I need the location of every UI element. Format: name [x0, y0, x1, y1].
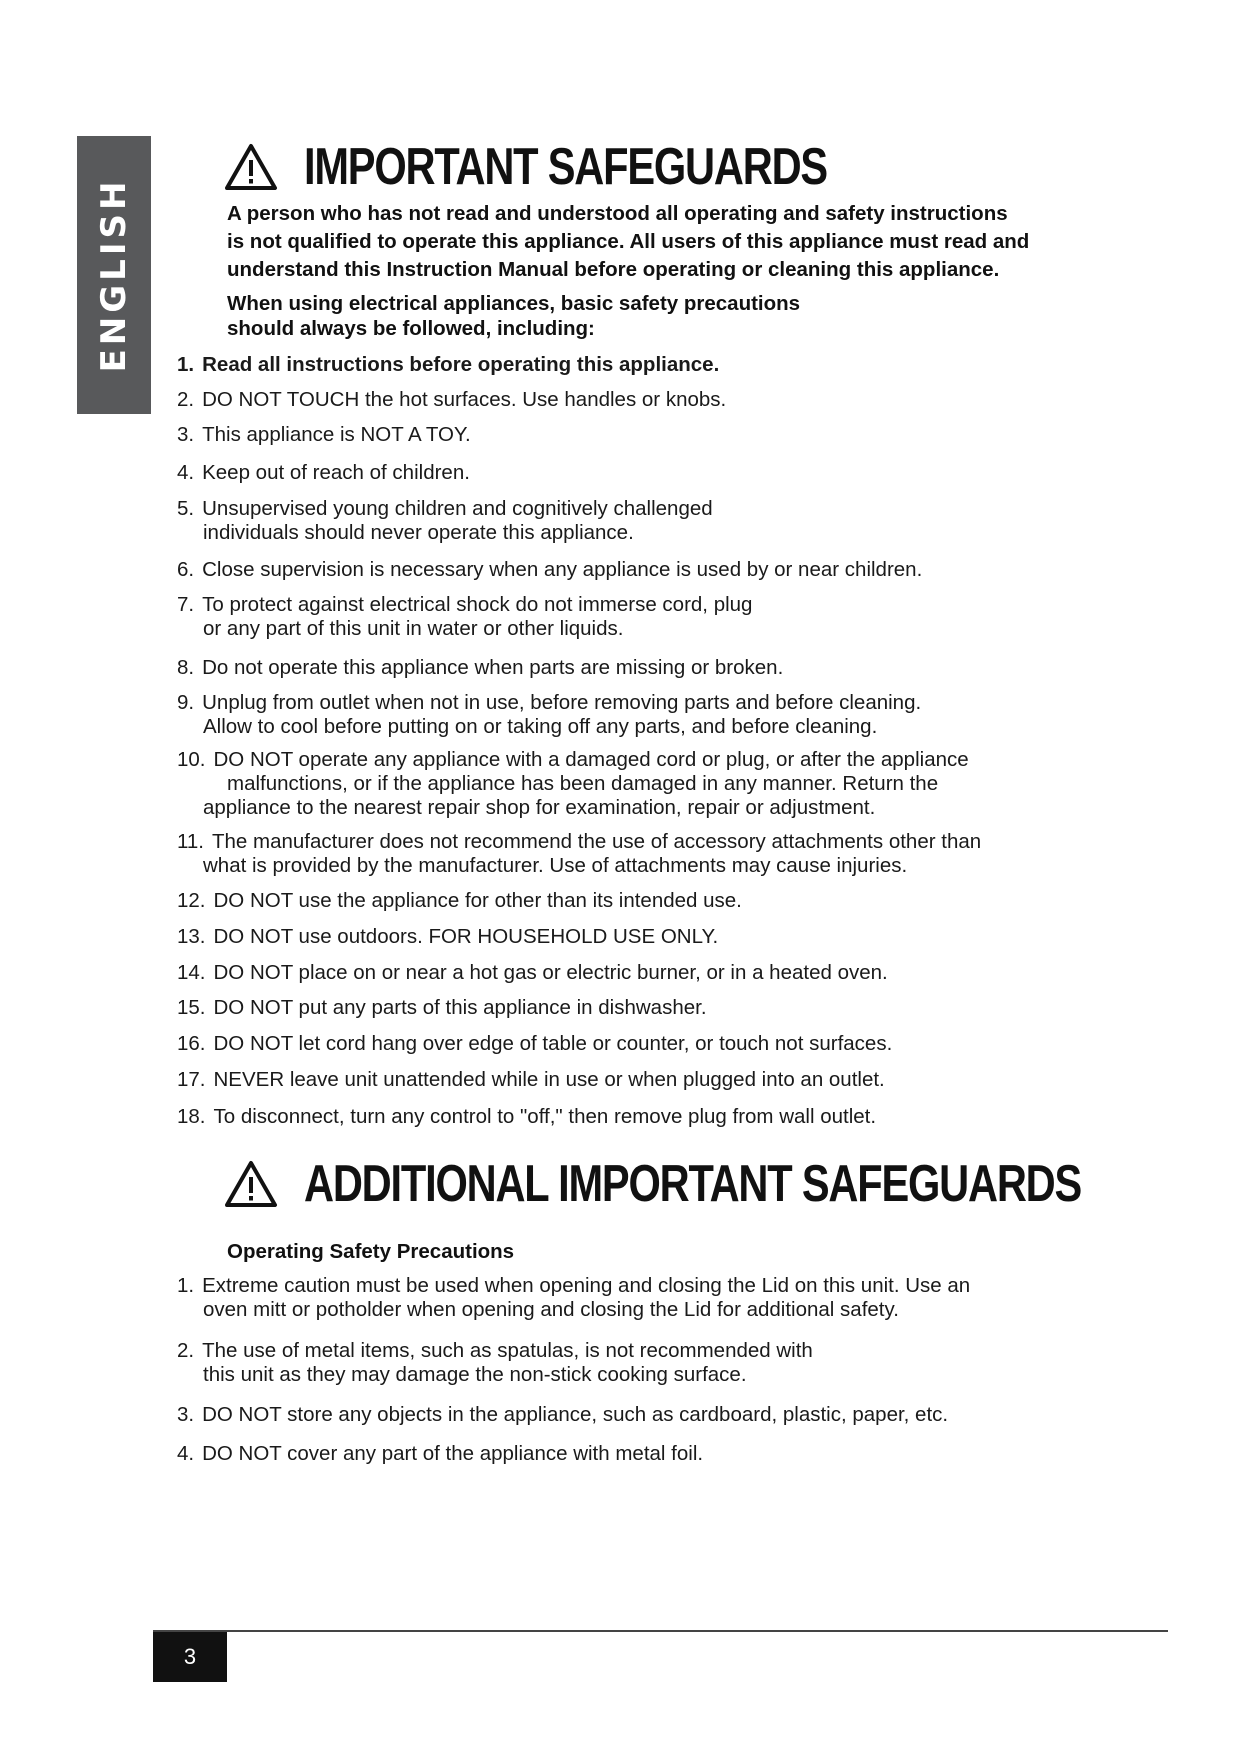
list-item: 3. DO NOT store any objects in the appliance, such as cardboard, plastic, paper, etc.	[177, 1403, 949, 1426]
list-item: 7. To protect against electrical shock do not immerse cord, plug or any part of this unit in water or other liquids.	[177, 593, 753, 640]
heading-text: IMPORTANT SAFEGUARDS	[304, 138, 827, 196]
intro-line: understand this Instruction Manual before operating or cleaning this appliance.	[227, 258, 1000, 281]
list-item: 14. DO NOT place on or near a hot gas or electric burner, or in a heated oven.	[177, 961, 888, 984]
list-item: 17. NEVER leave unit unattended while in use or when plugged into an outlet.	[177, 1068, 885, 1091]
list-item: 12. DO NOT use the appliance for other than its intended use.	[177, 889, 742, 912]
section-heading-additional-safeguards	[224, 1154, 1241, 1214]
list-item: 10. DO NOT operate any appliance with a damaged cord or plug, or after the appliance malfunctions, or if the appliance has been damaged in any manner. Return the appliance to the nearest repair shop for examination, repair or adjustment.	[177, 748, 969, 819]
intro-line: is not qualified to operate this appliance. All users of this appliance must read and	[227, 230, 1030, 253]
language-tab	[77, 136, 151, 414]
list-item: 2. DO NOT TOUCH the hot surfaces. Use handles or knobs.	[177, 388, 727, 411]
list-item: 2. The use of metal items, such as spatulas, is not recommended with this unit as they may damage the non-stick cooking surface.	[177, 1339, 813, 1386]
list-item: 1. Read all instructions before operating this appliance.	[177, 353, 720, 376]
list-item: 8. Do not operate this appliance when parts are missing or broken.	[177, 656, 784, 679]
list-item: 3. This appliance is NOT A TOY.	[177, 423, 471, 446]
list-item: 16. DO NOT let cord hang over edge of table or counter, or touch not surfaces.	[177, 1032, 893, 1055]
list-item: 13. DO NOT use outdoors. FOR HOUSEHOLD USE ONLY.	[177, 925, 719, 948]
warning-triangle-icon	[224, 143, 278, 191]
intro-line: When using electrical appliances, basic safety precautions	[227, 292, 801, 315]
list-item: 1. Extreme caution must be used when opening and closing the Lid on this unit. Use an oven mitt or potholder when opening and closing the Lid for additional safety.	[177, 1274, 971, 1321]
list-item: 5. Unsupervised young children and cognitively challenged individuals should never operate this appliance.	[177, 497, 713, 544]
language-tab-label: ENGLISH	[94, 177, 134, 373]
list-item: 11. The manufacturer does not recommend the use of accessory attachments other than what is provided by the manufacturer. Use of attachments may cause injuries.	[177, 830, 982, 877]
intro-line: A person who has not read and understood all operating and safety instructions	[227, 202, 1008, 225]
heading-text: ADDITIONAL IMPORTANT SAFEGUARDS	[304, 1155, 1082, 1213]
intro-paragraph	[227, 200, 1029, 284]
operating-precautions-subheading: Operating Safety Precautions	[227, 1240, 515, 1263]
precautions-paragraph	[227, 291, 800, 341]
list-item: 4. DO NOT cover any part of the appliance with metal foil.	[177, 1442, 704, 1465]
section-heading-important-safeguards	[224, 137, 958, 197]
footer-rule	[153, 1630, 1168, 1632]
intro-line: should always be followed, including:	[227, 317, 595, 340]
list-item: 6. Close supervision is necessary when any appliance is used by or near children.	[177, 558, 923, 581]
list-item: 18. To disconnect, turn any control to "off," then remove plug from wall outlet.	[177, 1105, 877, 1128]
page-number: 3	[153, 1632, 227, 1682]
list-item: 15. DO NOT put any parts of this appliance in dishwasher.	[177, 996, 707, 1019]
warning-triangle-icon	[224, 1160, 278, 1208]
list-item: 9. Unplug from outlet when not in use, before removing parts and before cleaning. Allow to cool before putting on or taking off any parts, and before cleaning.	[177, 691, 922, 738]
list-item: 4. Keep out of reach of children.	[177, 461, 470, 484]
